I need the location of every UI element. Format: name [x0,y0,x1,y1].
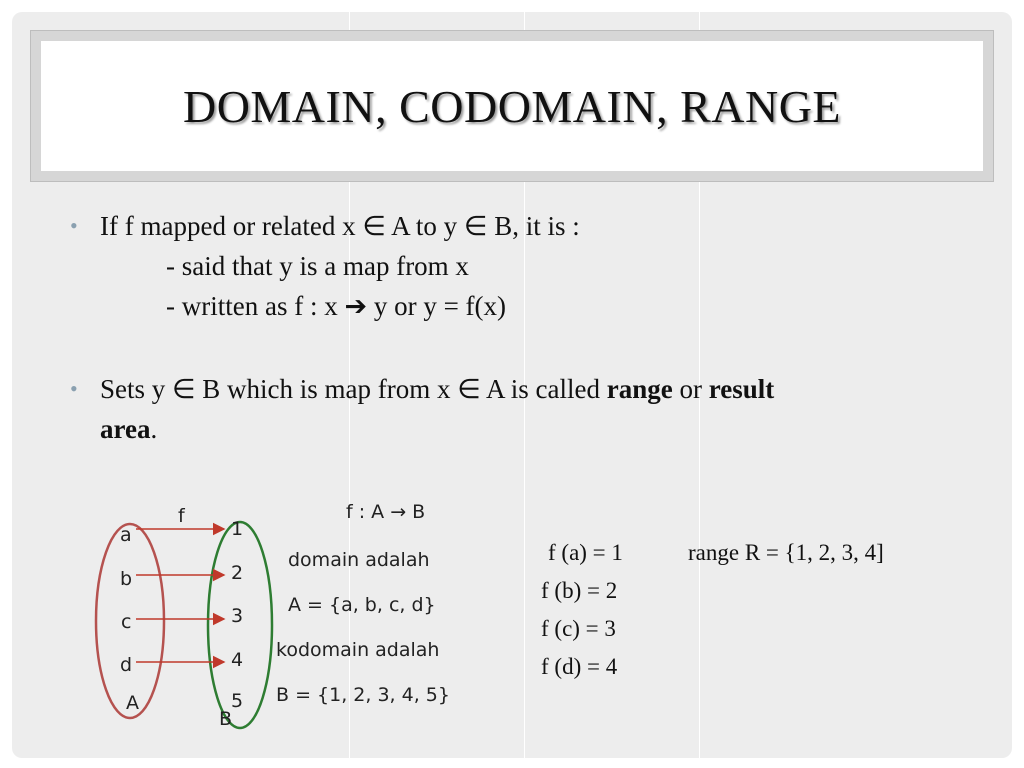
function-value: f (c) = 3 [541,616,616,641]
function-label: f [178,505,185,527]
slide-title: DOMAIN, CODOMAIN, RANGE [182,80,842,132]
range-text-part: Sets y ∈ B which is map from x ∈ A is called [100,374,607,404]
set-b-item: 5 [231,690,244,712]
bullet-dot-icon: • [70,376,78,401]
bullet-line: - said that y is a map from x [166,251,469,281]
range-text-part: or [672,374,709,404]
set-b-label: B [219,708,233,730]
domain-set: A = {a, b, c, d} [288,594,436,616]
bullet-line: If f mapped or related x ∈ A to y ∈ B, it is : [100,211,580,241]
set-b-item: 4 [231,649,244,671]
set-b-item: 2 [231,562,244,584]
mapping-diagram [12,12,1012,758]
codomain-set: B = {1, 2, 3, 4, 5} [276,684,450,706]
set-b-item: 3 [231,605,244,627]
codomain-text: kodomain adalah [276,639,440,661]
mapping-title: f : A → B [346,501,426,523]
range-text-part: . [150,414,158,444]
range-set: range R = {1, 2, 3, 4] [688,540,884,565]
result-term: result [708,374,775,404]
function-value: f (b) = 2 [541,578,618,603]
set-a-label: A [126,692,139,714]
area-term: area [100,414,151,444]
set-a-item: c [121,611,132,633]
notation-prefix: - written as f : x [166,291,338,321]
set-a-item: b [120,568,133,590]
function-value: f (a) = 1 [548,540,623,565]
arrow-icon: ➔ [344,291,368,321]
slide [12,12,1012,758]
set-a-item: d [120,654,133,676]
domain-text: domain adalah [288,549,430,571]
notation-suffix: y or y = f(x) [373,291,507,321]
function-value: f (d) = 4 [541,654,618,679]
set-b-item: 1 [231,518,244,540]
bullet-dot-icon: • [70,213,78,238]
range-term: range [606,374,673,404]
set-a-item: a [120,524,132,546]
